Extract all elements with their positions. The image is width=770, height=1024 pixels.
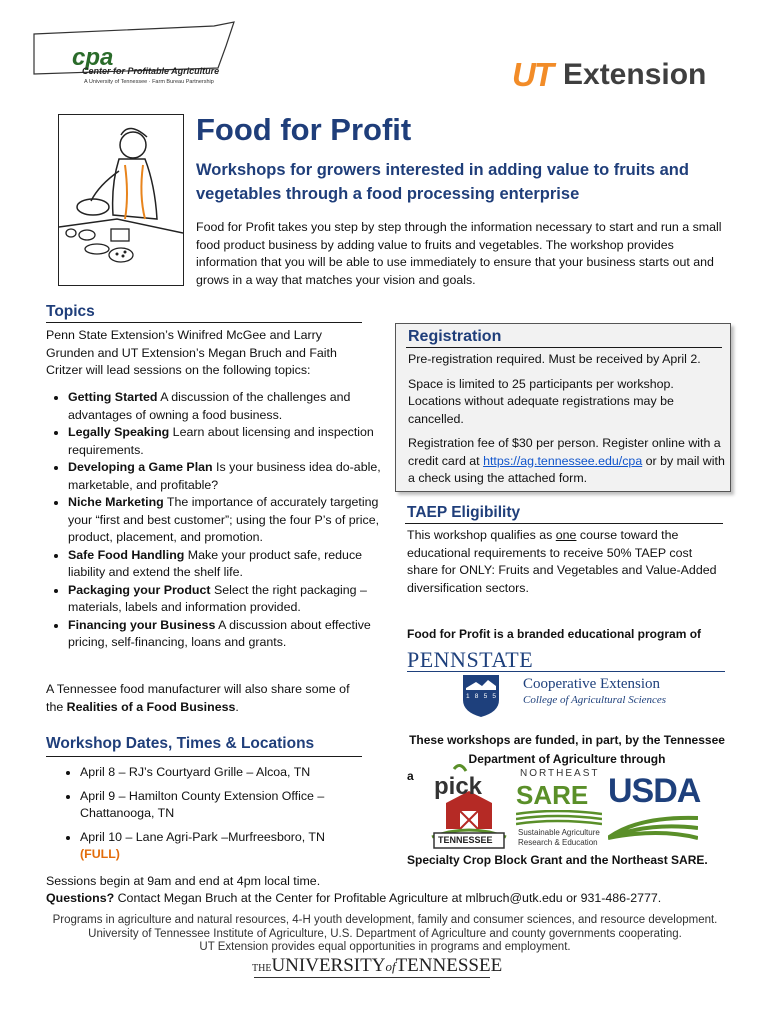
pennstate-shield-icon [462,674,500,718]
branding-text: Food for Profit is a branded educational program of [407,627,702,641]
cooperative-extension-label: Cooperative Extension [523,676,661,692]
list-item: • Financing your Business A discussion about effective pricing, self-financing, loans and grants. [68,617,388,652]
sare-northeast: NORTHEAST [520,768,600,779]
footer-disclaimer: Programs in agriculture and natural resources, 4-H youth development, family and consumer sciences, and resource development. University of Tennessee Institute of Agriculture, U.S. Department of Agriculture and county governments cooperating. UT Extension provides equal opportunities in programs and employment. [52,914,718,953]
topics-divider [46,322,362,323]
university-of-tennessee-wordmark: THEUNIVERSITYofTENNESSEE [252,955,503,976]
registration-heading: Registration [408,328,502,345]
list-item: • April 8 – RJ’s Courtyard Grille – Alcoa, TN [80,764,380,782]
registration-capacity: Space is limited to 25 participants per workshop. Locations without adequate registrations may be cancelled. [408,376,674,426]
workshops-divider [46,756,362,757]
pennstate-divider [407,671,725,672]
registration-divider [406,347,722,348]
topics-lead: Penn State Extension’s Winifred McGee and Larry Grunden and UT Extension’s Megan Bruch and Faith Critzer will lead sessions on the following topics: [46,328,337,377]
taep-text: This workshop qualifies as one course toward the educational requirements to receive 50% TAEP cost share for ONLY: Fruits and Vegetables and Value-Added diversification sectors. [407,528,717,595]
registration-deadline: Pre-registration required. Must be received by April 2. [408,352,701,366]
cpa-logo [28,16,238,100]
extension-wordmark: Extension [563,58,707,91]
list-item: • April 10 – Lane Agri-Park –Murfreesboro, TN (FULL) [80,829,380,864]
funding-closing: Specialty Crop Block Grant and the Northeast SARE. [407,853,708,867]
list-item: • Safe Food Handling Make your product safe, reduce liability and extend the shelf life. [68,547,388,582]
workshop-dates-list [58,764,380,870]
topics-list [46,389,388,652]
sare-logo [516,768,604,850]
pennstate-wordmark: PENNSTATE [407,647,534,672]
usda-wordmark: USDA [608,772,701,810]
pick-state: TENNESSEE [438,835,493,845]
college-label: College of Agricultural Sciences [523,694,667,706]
list-item: • Legally Speaking Learn about licensing and inspection requirements. [68,424,388,459]
sare-wordmark: SARE [516,780,589,810]
ut-extension-logo [512,56,712,96]
list-item: • Packaging your Product Select the right packaging – materials, labels and information provided. [68,582,388,617]
sessions-text: Sessions begin at 9am and end at 4pm local time. [46,874,321,888]
page-title: Food for Profit [196,112,412,147]
funding-text-a: a [407,769,414,783]
usda-field-icon [608,812,698,840]
tennessee-outline-icon [28,16,238,100]
list-item: • Getting Started A discussion of the challenges and advantages of owning a food business. [68,389,388,424]
registration-text [408,351,726,495]
full-badge: (FULL) [80,847,120,861]
questions-text: Questions? Contact Megan Bruch at the Center for Profitable Agriculture at mlbruch@utk.edu or 931-486-2777. [46,891,662,905]
funding-text: These workshops are funded, in part, by the Tennessee Department of Agriculture through [409,733,725,766]
sare-subtitle: Sustainable Agriculture Research & Education [518,828,600,847]
pick-wordmark: pick [434,773,483,800]
cpa-logo-name: Center for Profitable Agriculture [82,66,220,76]
list-item: • Developing a Game Plan Is your business idea do-able, marketable, and profitable? [68,459,388,494]
registration-box [395,323,731,492]
usda-logo [608,772,701,842]
cook-illustration-icon [59,115,183,285]
topics-heading: Topics [46,303,95,320]
intro-paragraph: Food for Profit takes you step by step through the information necessary to start and run a small food product business by adding value to fruits and vegetables. The workshop provides information that you will be able to use immediately to ensure that your business starts out and grows in a way that matches your vision and goals. [196,220,722,287]
topics-closing: A Tennessee food manufacturer will also share some of the Realities of a Food Business. [46,682,350,714]
cpa-logo-tagline: A University of Tennessee · Farm Bureau Partnership [84,79,214,85]
workshops-heading: Workshop Dates, Times & Locations [46,735,315,752]
ut-wordmark-underline [254,977,490,978]
cpa-logo-mark: cpa [72,44,114,71]
taep-heading: TAEP Eligibility [407,504,521,521]
cook-clipart-image [58,114,184,286]
shield-year: 1 8 5 5 [466,693,496,700]
ut-logo-mark: UT [512,56,552,93]
taep-divider [405,523,723,524]
list-item: • Niche Marketing The importance of accurately targeting your “first and best customer”; using the four P’s of price, product, placement, and promotion. [68,494,388,547]
registration-fee: Registration fee of $30 per person. Register online with a credit card at https://ag.tennessee.edu/cpa or by mail with a check using the attached form. [408,436,725,485]
page-subtitle: Workshops for growers interested in adding value to fruits and vegetables through a food processing enterprise [196,161,689,203]
pick-tennessee-logo [428,763,510,851]
registration-link[interactable]: https://ag.tennessee.edu/cpa [483,453,643,468]
sare-field-icon [516,810,602,828]
list-item: • April 9 – Hamilton County Extension Office – Chattanooga, TN [80,788,380,823]
